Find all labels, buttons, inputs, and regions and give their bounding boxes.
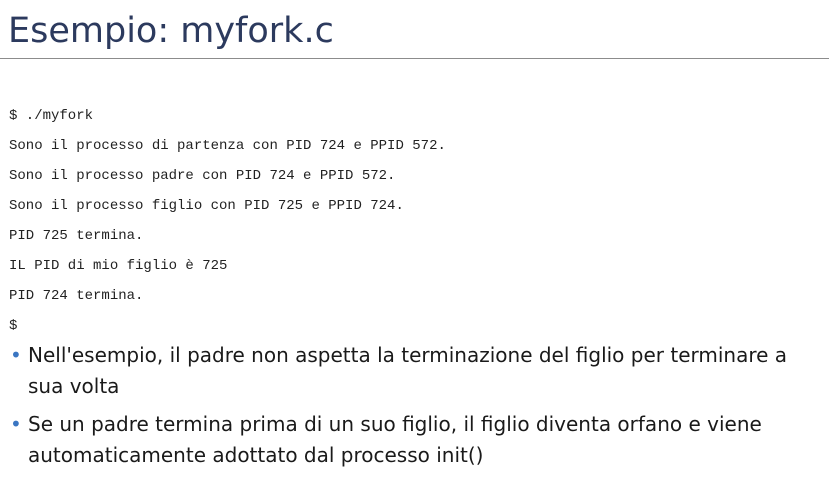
bullet-text: Nell'esempio, il padre non aspetta la terminazione del figlio per terminare a sua volta [28,343,788,398]
title-divider [0,58,829,59]
terminal-line: PID 724 termina. [9,288,144,304]
bullet-dot-icon: • [10,412,22,436]
bullet-text: Se un padre termina prima di un suo figlio, il figlio diventa orfano e viene automaticamente adottato dal processo init() [28,412,762,467]
terminal-line: $ [9,318,18,334]
terminal-line: Sono il processo figlio con PID 725 e PPID 724. [9,198,404,214]
terminal-line: $ ./myfork [9,108,94,124]
terminal-line: PID 725 termina. [9,228,144,244]
terminal-line: Sono il processo padre con PID 724 e PPID 572. [9,168,396,184]
bullet-item [10,340,810,402]
bullet-list [10,340,810,478]
slide-title: Esempio: myfork.c [8,11,334,51]
bullet-item [10,409,810,471]
terminal-line: IL PID di mio figlio è 725 [9,258,228,274]
bullet-dot-icon: • [10,343,22,367]
terminal-output [9,101,446,341]
terminal-line: Sono il processo di partenza con PID 724 e PPID 572. [9,138,446,154]
